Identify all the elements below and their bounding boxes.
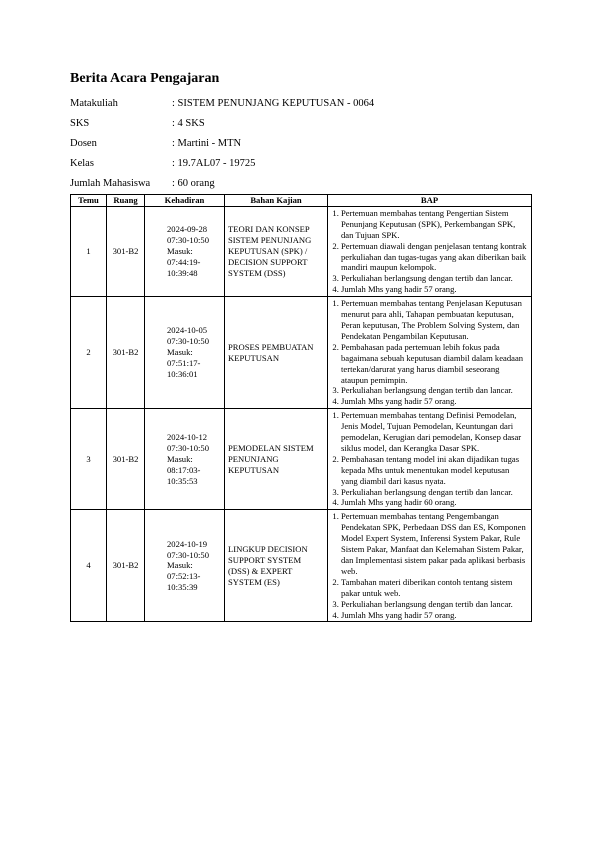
bap-item: 4. Jumlah Mhs yang hadir 57 orang. [341,610,528,621]
bap-item: 4. Jumlah Mhs yang hadir 57 orang. [341,284,528,295]
bap-item: 1. Pertemuan membahas tentang Definisi Pemodelan, Jenis Model, Tujuan Pemodelan, Keuntungan dari pemodelan, Kerugian dari pemodelan, Konsep dasar siklus model, dan Kerangka Dasar SPK. [341,410,528,454]
info-row [70,114,531,134]
cell-bap [328,297,532,409]
bap-list [330,298,528,407]
bap-list [330,511,528,620]
bap-item: 3. Perkuliahan berlangsung dengan tertib dan lancar. [341,599,528,610]
cell-kehadiran: 2024-09-28 07:30-10:50 Masuk: 07:44:19- 10:39:48 [145,206,225,296]
bap-item: 2. Tambahan materi diberikan contoh tentang sistem pakar untuk web. [341,577,528,599]
bap-list [330,208,528,295]
column-header: Temu [71,195,107,207]
column-header: Ruang [107,195,145,207]
info-row [70,94,531,114]
cell-bahan-kajian: PROSES PEMBUATAN KEPUTUSAN [225,297,328,409]
page-title: Berita Acara Pengajaran [70,71,220,86]
column-header: Kehadiran [145,195,225,207]
bap-item: 1. Pertemuan membahas tentang Penjelasan Keputusan menurut para ahli, Tahapan pembuatan keputusan, Peran keputusan, The Problem Solving System, dan Pendekatan Pengambilan Keputusan. [341,298,528,342]
cell-ruang: 301-B2 [107,510,145,622]
info-label: Kelas [70,158,94,169]
bap-item: 1. Pertemuan membahas tentang Pengertian Sistem Penunjang Keputusan (SPK), Perkembangan SPK, dan Tujuan SPK. [341,208,528,241]
info-value: : SISTEM PENUNJANG KEPUTUSAN - 0064 [172,98,375,109]
cell-bap [328,409,532,510]
info-row [70,174,531,194]
cell-bahan-kajian: TEORI DAN KONSEP SISTEM PENUNJANG KEPUTUSAN (SPK) / DECISION SUPPORT SYSTEM (DSS) [225,206,328,296]
column-header: BAP [328,195,532,207]
info-value: : 60 orang [172,178,215,189]
table-row [71,297,532,409]
info-label: Jumlah Mahasiswa [70,178,151,189]
bap-item: 4. Jumlah Mhs yang hadir 57 orang. [341,396,528,407]
bap-item: 3. Perkuliahan berlangsung dengan tertib dan lancar. [341,487,528,498]
info-label: Matakuliah [70,98,118,109]
info-label: Dosen [70,138,97,149]
cell-temu: 3 [71,409,107,510]
column-header: Bahan Kajian [225,195,328,207]
info-row [70,154,531,174]
bap-list [330,410,528,508]
cell-bahan-kajian: LINGKUP DECISION SUPPORT SYSTEM (DSS) & EXPERT SYSTEM (ES) [225,510,328,622]
course-info [70,94,531,194]
table-row [71,510,532,622]
info-value: : Martini - MTN [172,138,242,149]
bap-item: 4. Jumlah Mhs yang hadir 60 orang. [341,497,528,508]
cell-ruang: 301-B2 [107,297,145,409]
bap-item: 2. Pembahasan pada pertemuan lebih fokus pada bagaimana sebuah keputusan diambil dalam keadaan tertekan/darurat yang harus diambil seseorang ataupun pemimpin. [341,342,528,386]
bap-item: 3. Perkuliahan berlangsung dengan tertib dan lancar. [341,385,528,396]
cell-kehadiran: 2024-10-05 07:30-10:50 Masuk: 07:51:17- 10:36:01 [145,297,225,409]
cell-bap [328,206,532,296]
bap-table [70,194,532,622]
info-value: : 19.7AL07 - 19725 [172,158,256,169]
info-value: : 4 SKS [172,118,205,129]
table-header-row [71,195,532,207]
bap-item: 2. Pembahasan tentang model ini akan dijadikan tugas kepada Mhs untuk menentukan model keputusan yang diambil dari kasus nyata. [341,454,528,487]
cell-temu: 4 [71,510,107,622]
cell-ruang: 301-B2 [107,409,145,510]
cell-kehadiran: 2024-10-12 07:30-10:50 Masuk: 08:17:03- 10:35:53 [145,409,225,510]
bap-item: 2. Pertemuan diawali dengan penjelasan tentang kontrak perkuliahan dan tugas-tugas yang akan diberikan baik mandiri maupun kelompok. [341,241,528,274]
cell-ruang: 301-B2 [107,206,145,296]
info-row [70,134,531,154]
info-label: SKS [70,118,90,129]
bap-item: 3. Perkuliahan berlangsung dengan tertib dan lancar. [341,273,528,284]
page [70,70,531,622]
cell-temu: 2 [71,297,107,409]
cell-kehadiran: 2024-10-19 07:30-10:50 Masuk: 07:52:13- 10:35:39 [145,510,225,622]
table-row [71,409,532,510]
cell-bap [328,510,532,622]
cell-bahan-kajian: PEMODELAN SISTEM PENUNJANG KEPUTUSAN [225,409,328,510]
table-row [71,206,532,296]
bap-item: 1. Pertemuan membahas tentang Pengembangan Pendekatan SPK, Perbedaan DSS dan ES, Komponen Model Expert System, Inferensi System Pakar, Rule Sistem Pakar, Manfaat dan Kelemahan Sistem Pakar, dan Implementasi sistem pakar pada aplikasi berbasis web. [341,511,528,576]
cell-temu: 1 [71,206,107,296]
